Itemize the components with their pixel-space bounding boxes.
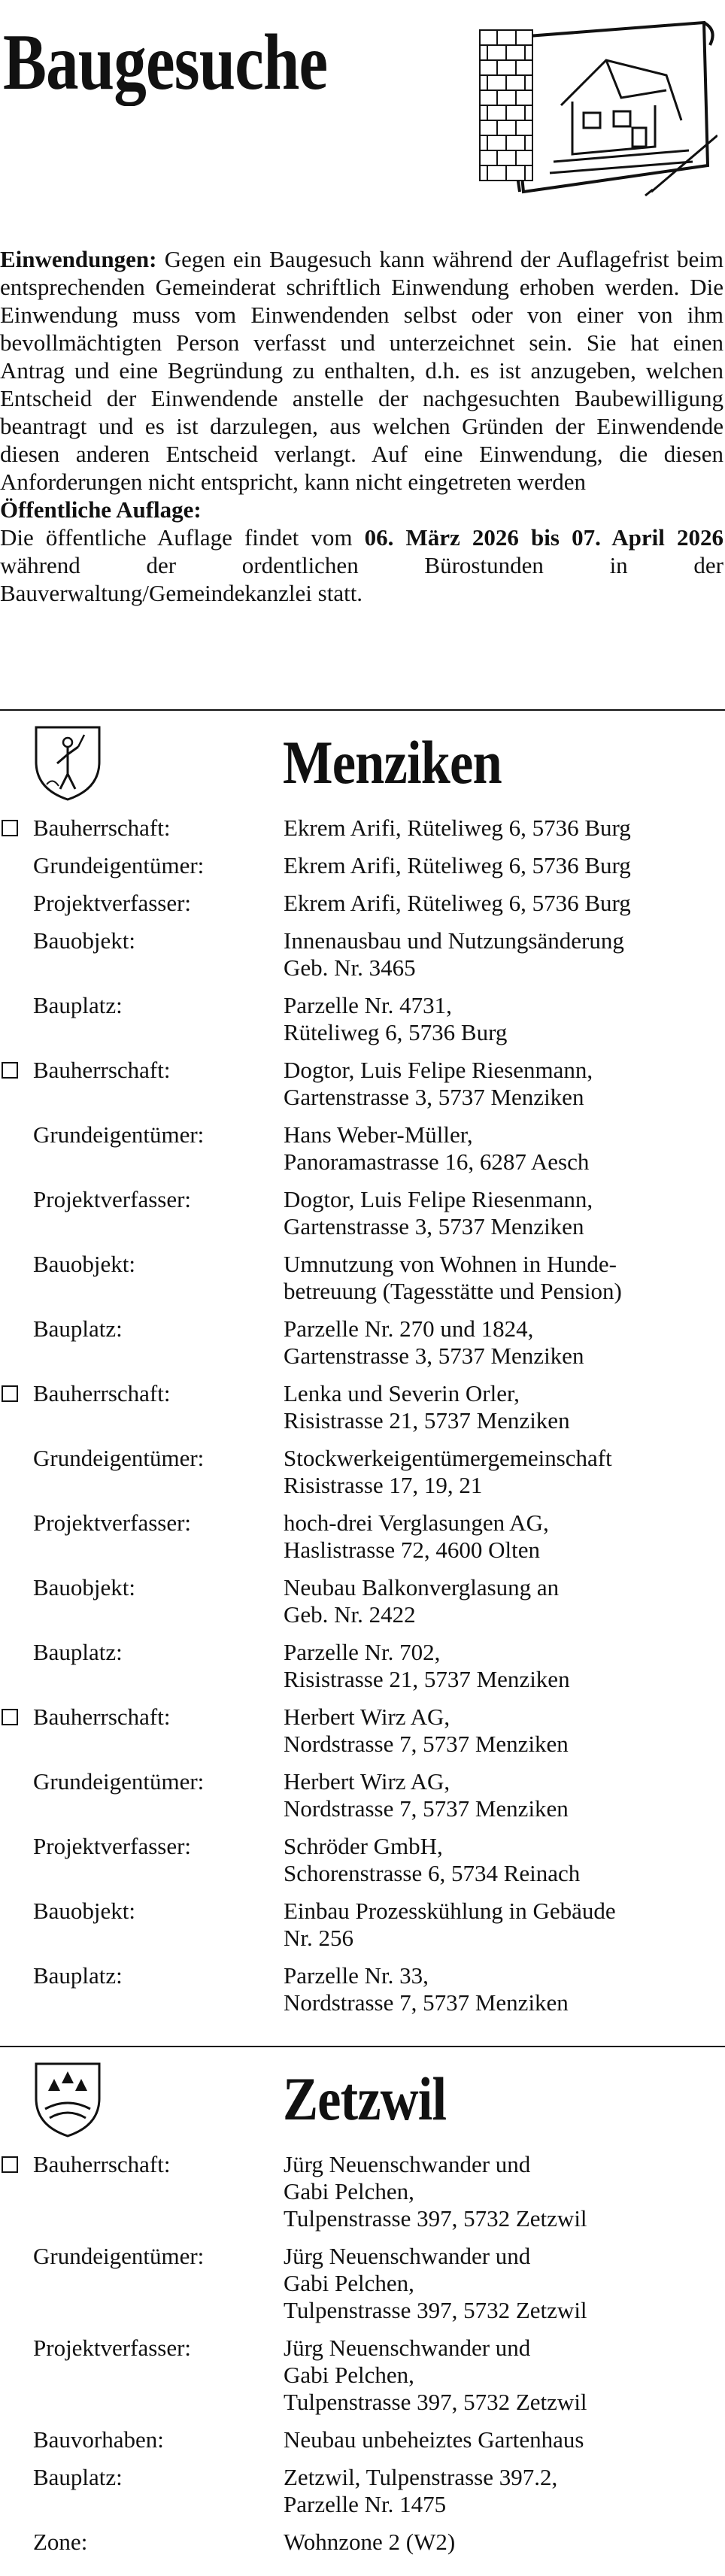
field-value-line: Stockwerkeigentümergemeinschaft	[284, 1445, 612, 1471]
field-label	[0, 1057, 284, 1111]
field-value-line: Risistrasse 17, 19, 21	[284, 1472, 483, 1498]
field-label-text: Projektverfasser:	[33, 890, 192, 916]
field-value-line: Herbert Wirz AG,	[284, 1704, 450, 1730]
house-plan-illustration	[478, 15, 717, 203]
field-value	[284, 2335, 725, 2416]
field-label	[0, 1704, 284, 1758]
field-value-line: Zetzwil, Tulpenstrasse 397.2,	[284, 2464, 558, 2490]
section-divider	[0, 709, 725, 711]
field-label-text: Bauplatz:	[33, 1962, 123, 1989]
field-value	[284, 1186, 725, 1240]
field-label-text: Projektverfasser:	[33, 1509, 192, 1536]
field-row-bauherrschaft	[0, 1704, 725, 1758]
field-value-line: Gartenstrasse 3, 5737 Menziken	[284, 1084, 584, 1110]
field-label-text: Bauobjekt:	[33, 927, 136, 954]
field-value	[284, 992, 725, 1046]
field-label	[0, 2243, 284, 2324]
field-label	[0, 1251, 284, 1305]
field-value-line: Haslistrasse 72, 4600 Olten	[284, 1537, 540, 1563]
field-label-text: Projektverfasser:	[33, 1833, 192, 1859]
field-value-line: Tulpenstrasse 397, 5732 Zetzwil	[284, 2297, 587, 2323]
field-label	[0, 2529, 284, 2556]
page-title: Baugesuche	[3, 18, 328, 106]
entries-zetzwil	[0, 2151, 725, 2566]
field-row-grundeigentuemer	[0, 1445, 725, 1499]
field-value	[284, 1768, 725, 1822]
field-value-line: Dogtor, Luis Felipe Riesenmann,	[284, 1057, 593, 1083]
field-label-text: Bauplatz:	[33, 1315, 123, 1342]
auflage-date-from: 06. März 2026	[364, 524, 519, 551]
einwendungen-label: Einwendungen:	[0, 246, 157, 272]
field-value-line: Ekrem Arifi, Rüteliweg 6, 5736 Burg	[284, 852, 631, 878]
field-value	[284, 1315, 725, 1370]
field-row-projektverfasser	[0, 2335, 725, 2416]
field-value-line: Neubau Balkonverglasung an	[284, 1574, 560, 1601]
field-value-line: Jürg Neuenschwander und	[284, 2335, 531, 2361]
field-value-line: Innenausbau und Nutzungsänderung	[284, 927, 624, 954]
field-value	[284, 2464, 725, 2518]
field-label-text: Bauherrschaft:	[33, 1057, 171, 1083]
field-value	[284, 852, 725, 879]
field-label	[0, 1445, 284, 1499]
field-value	[284, 1962, 725, 2016]
menziken-crest	[32, 724, 104, 803]
einwendungen-paragraph	[0, 245, 723, 496]
field-value-line: Risistrasse 21, 5737 Menziken	[284, 1666, 570, 1692]
field-label	[0, 2426, 284, 2453]
field-label-text: Bauherrschaft:	[33, 1704, 171, 1730]
field-row-bauplatz	[0, 1962, 725, 2016]
field-label-text: Bauobjekt:	[33, 1251, 136, 1277]
auflage-paragraph: Die öffentliche Auflage findet vom 06. März 2026 bis 07. April 2026 während der ordentlichen Bürostunden in der Bauverwaltung/Gemeindekanzlei statt.	[0, 524, 723, 606]
field-value	[284, 1898, 725, 1952]
field-label-text: Bauobjekt:	[33, 1574, 136, 1601]
field-value	[284, 1057, 725, 1111]
field-row-projektverfasser	[0, 1509, 725, 1564]
field-value-line: Parzelle Nr. 270 und 1824,	[284, 1315, 534, 1342]
field-label-text: Bauherrschaft:	[33, 2151, 171, 2177]
field-row-bauplatz	[0, 1315, 725, 1370]
field-label	[0, 2464, 284, 2518]
field-value	[284, 2426, 725, 2453]
field-row-grundeigentuemer	[0, 1768, 725, 1822]
field-label	[0, 1574, 284, 1628]
field-value	[284, 815, 725, 842]
field-value-line: Neubau unbeheiztes Gartenhaus	[284, 2426, 584, 2453]
field-value-line: Parzelle Nr. 1475	[284, 2491, 447, 2517]
field-label-text: Zone:	[33, 2529, 88, 2555]
field-row-bauherrschaft	[0, 2151, 725, 2232]
field-value-line: Parzelle Nr. 702,	[284, 1639, 441, 1665]
field-label-text: Grundeigentümer:	[33, 2243, 205, 2269]
field-value-line: Gabi Pelchen,	[284, 2178, 414, 2204]
field-label	[0, 1768, 284, 1822]
field-value-line: Schröder GmbH,	[284, 1833, 443, 1859]
field-row-bauobjekt	[0, 1574, 725, 1628]
field-label-text: Bauherrschaft:	[33, 815, 171, 841]
field-label-text: Bauplatz:	[33, 992, 123, 1018]
field-label-text: Bauherrschaft:	[33, 1380, 171, 1406]
field-label	[0, 1639, 284, 1693]
field-row-bauobjekt	[0, 1898, 725, 1952]
checkbox-icon	[2, 820, 18, 836]
field-value-line: Nordstrasse 7, 5737 Menziken	[284, 1989, 569, 2016]
field-label-text: Bauobjekt:	[33, 1898, 136, 1924]
field-value-line: Panoramastrasse 16, 6287 Aesch	[284, 1148, 590, 1175]
field-label	[0, 1121, 284, 1176]
field-value	[284, 1574, 725, 1628]
field-label	[0, 1833, 284, 1887]
field-value-line: Gabi Pelchen,	[284, 2270, 414, 2296]
field-value-line: Lenka und Severin Orler,	[284, 1380, 520, 1406]
field-value-line: Jürg Neuenschwander und	[284, 2243, 531, 2269]
field-value-line: Geb. Nr. 3465	[284, 954, 416, 981]
field-row-bauplatz	[0, 992, 725, 1046]
section-title-menziken: Menziken	[283, 728, 502, 796]
section-divider	[0, 2046, 725, 2047]
field-label	[0, 1898, 284, 1952]
field-value-line: Nordstrasse 7, 5737 Menziken	[284, 1795, 569, 1822]
field-value-line: Schorenstrasse 6, 5734 Reinach	[284, 1860, 581, 1886]
field-value	[284, 2243, 725, 2324]
field-label-text: Grundeigentümer:	[33, 1768, 205, 1795]
field-value-line: Rüteliweg 6, 5736 Burg	[284, 1019, 508, 1045]
field-value	[284, 1704, 725, 1758]
field-label	[0, 815, 284, 842]
field-label	[0, 1509, 284, 1564]
field-label-text: Grundeigentümer:	[33, 1445, 205, 1471]
field-value-line: Parzelle Nr. 4731,	[284, 992, 452, 1018]
zetzwil-crest	[32, 2061, 104, 2139]
field-label	[0, 2335, 284, 2416]
field-label-text: Bauplatz:	[33, 2464, 123, 2490]
field-label	[0, 852, 284, 879]
entries-menziken	[0, 815, 725, 2027]
field-value-line: Risistrasse 21, 5737 Menziken	[284, 1407, 570, 1434]
field-label	[0, 1315, 284, 1370]
field-value-line: Ekrem Arifi, Rüteliweg 6, 5736 Burg	[284, 890, 631, 916]
checkbox-icon	[2, 2156, 18, 2173]
field-value	[284, 1833, 725, 1887]
field-value	[284, 2151, 725, 2232]
field-value-line: Nordstrasse 7, 5737 Menziken	[284, 1731, 569, 1757]
field-label	[0, 890, 284, 917]
field-value	[284, 1445, 725, 1499]
field-value-line: Wohnzone 2 (W2)	[284, 2529, 456, 2555]
field-value-line: Umnutzung von Wohnen in Hunde-	[284, 1251, 617, 1277]
field-value-line: hoch-drei Verglasungen AG,	[284, 1509, 549, 1536]
field-value-line: Tulpenstrasse 397, 5732 Zetzwil	[284, 2205, 587, 2232]
field-label-text: Bauplatz:	[33, 1639, 123, 1665]
checkbox-icon	[2, 1062, 18, 1079]
field-value-line: Geb. Nr. 2422	[284, 1601, 416, 1628]
field-value-line: betreuung (Tagesstätte und Pension)	[284, 1278, 622, 1304]
field-value-line: Gabi Pelchen,	[284, 2362, 414, 2388]
field-value-line: Hans Weber-Müller,	[284, 1121, 473, 1148]
field-row-bauvorhaben	[0, 2426, 725, 2453]
field-value-line: Gartenstrasse 3, 5737 Menziken	[284, 1343, 584, 1369]
field-label-text: Projektverfasser:	[33, 1186, 192, 1212]
field-value	[284, 1509, 725, 1564]
field-value-line: Parzelle Nr. 33,	[284, 1962, 429, 1989]
field-row-grundeigentuemer	[0, 1121, 725, 1176]
section-header-zetzwil	[0, 2055, 725, 2139]
checkbox-icon	[2, 1709, 18, 1725]
field-row-bauplatz	[0, 2464, 725, 2518]
field-value-line: Einbau Prozesskühlung in Gebäude	[284, 1898, 616, 1924]
field-label	[0, 1186, 284, 1240]
field-value-line: Dogtor, Luis Felipe Riesenmann,	[284, 1186, 593, 1212]
field-value-line: Tulpenstrasse 397, 5732 Zetzwil	[284, 2389, 587, 2415]
field-value	[284, 1380, 725, 1434]
field-label-text: Projektverfasser:	[33, 2335, 192, 2361]
field-value	[284, 2529, 725, 2556]
field-value-line: Herbert Wirz AG,	[284, 1768, 450, 1795]
field-label-text: Grundeigentümer:	[33, 1121, 205, 1148]
field-row-projektverfasser	[0, 1833, 725, 1887]
auflage-heading: Öffentliche Auflage:	[0, 496, 202, 523]
field-label	[0, 1962, 284, 2016]
field-value-line: Jürg Neuenschwander und	[284, 2151, 531, 2177]
field-row-bauherrschaft	[0, 1380, 725, 1434]
field-value-line: Ekrem Arifi, Rüteliweg 6, 5736 Burg	[284, 815, 631, 841]
field-row-projektverfasser	[0, 890, 725, 917]
field-row-zone	[0, 2529, 725, 2556]
field-value	[284, 1251, 725, 1305]
field-label	[0, 1380, 284, 1434]
checkbox-icon	[2, 1385, 18, 1402]
field-row-projektverfasser	[0, 1186, 725, 1240]
field-value	[284, 890, 725, 917]
field-row-bauherrschaft	[0, 815, 725, 842]
field-value-line: Nr. 256	[284, 1925, 353, 1951]
field-label-text: Grundeigentümer:	[33, 852, 205, 878]
field-label	[0, 2151, 284, 2232]
section-header-menziken	[0, 718, 725, 803]
field-row-bauplatz	[0, 1639, 725, 1693]
field-value	[284, 1121, 725, 1176]
field-row-bauherrschaft	[0, 1057, 725, 1111]
intro-text	[0, 245, 723, 607]
field-value-line: Gartenstrasse 3, 5737 Menziken	[284, 1213, 584, 1239]
field-row-bauobjekt	[0, 927, 725, 982]
header	[0, 15, 725, 203]
field-value	[284, 927, 725, 982]
field-label-text: Bauvorhaben:	[33, 2426, 164, 2453]
field-row-grundeigentuemer	[0, 2243, 725, 2324]
section-title-zetzwil: Zetzwil	[283, 2065, 447, 2133]
field-row-bauobjekt	[0, 1251, 725, 1305]
field-label	[0, 992, 284, 1046]
auflage-date-to: 07. April 2026	[572, 524, 723, 551]
einwendungen-text: Gegen ein Baugesuch kann während der Auflagefrist beim entsprechenden Gemeinderat schriftlich Einwendung erhoben werden. Die Einwendung muss vom Einwendenden selbst oder von einer von ihm bevollmächtigten Person verfasst und unterzeichnet sein. Sie hat einen Antrag und eine Begründung zu enthalten, d.h. es ist anzugeben, welchen Entscheid der Einwendende anstelle der nachgesuchten Baubewilligung beantragt und es ist darzulegen, aus welchen Gründen der Einwendende diesen anderen Entscheid verlangt. Auf eine Einwendung, die diesen Anforderungen nicht entspricht, kann nicht eingetreten werden	[0, 246, 723, 495]
field-row-grundeigentuemer	[0, 852, 725, 879]
field-value	[284, 1639, 725, 1693]
field-label	[0, 927, 284, 982]
